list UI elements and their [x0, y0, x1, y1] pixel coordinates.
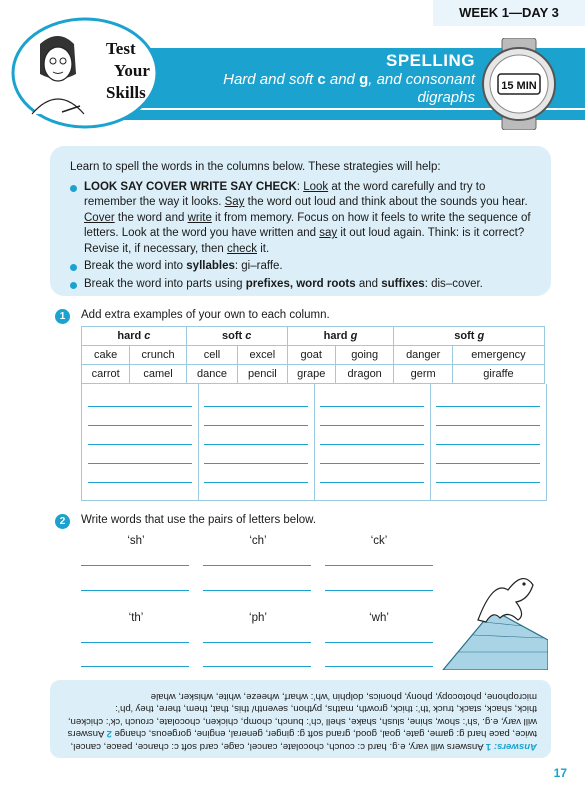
writing-line[interactable] — [203, 666, 311, 667]
writing-line[interactable] — [81, 590, 189, 591]
header-soft-g: soft g — [394, 327, 545, 346]
question-1-text: Add extra examples of your own to each column. — [81, 309, 330, 321]
writing-line[interactable] — [436, 463, 540, 464]
writing-line[interactable] — [436, 425, 540, 426]
writing-line[interactable] — [436, 406, 540, 407]
writing-line[interactable] — [204, 425, 308, 426]
header-hard-c: hard c — [82, 327, 187, 346]
writing-line[interactable] — [320, 482, 424, 483]
table-cell: germ — [394, 365, 453, 384]
writing-line[interactable] — [436, 482, 540, 483]
pair-label: ‘sh’ — [127, 535, 145, 547]
table-cell: grape — [287, 365, 335, 384]
badge-line1: Test — [106, 39, 136, 58]
table-cell: pencil — [238, 365, 287, 384]
strategy-word-parts: Break the word into parts using prefixes, word roots and suffixes: dis–cover. — [70, 277, 535, 293]
table-cell: danger — [394, 346, 453, 365]
writing-line[interactable] — [320, 463, 424, 464]
week-day-tab: WEEK 1—DAY 3 — [433, 0, 585, 26]
writing-line[interactable] — [204, 482, 308, 483]
writing-line[interactable] — [436, 444, 540, 445]
writing-line[interactable] — [325, 642, 433, 643]
page-number: 17 — [553, 766, 567, 780]
writing-line[interactable] — [204, 444, 308, 445]
pair-label: ‘wh’ — [369, 612, 389, 624]
stopwatch-icon — [478, 38, 560, 130]
question-2-text: Write words that use the pairs of letters below. — [81, 514, 317, 526]
writing-line[interactable] — [88, 444, 192, 445]
writing-line[interactable] — [88, 463, 192, 464]
writing-line[interactable] — [325, 590, 433, 591]
writing-line[interactable] — [88, 406, 192, 407]
writing-line[interactable] — [81, 666, 189, 667]
section-title: SPELLING — [385, 51, 475, 70]
question-1-number: 1 — [55, 309, 70, 324]
writing-line[interactable] — [320, 406, 424, 407]
pair-label: ‘ch’ — [249, 535, 267, 547]
pair-label: ‘ck’ — [370, 535, 388, 547]
writing-line[interactable] — [203, 642, 311, 643]
writing-line[interactable] — [320, 425, 424, 426]
test-your-skills-badge — [10, 14, 160, 132]
column-divider — [430, 384, 431, 500]
question-2-number: 2 — [55, 514, 70, 529]
writing-line[interactable] — [320, 444, 424, 445]
section-subtitle: Hard and soft c and g, and consonant digraphs — [223, 71, 475, 106]
strategies-intro: Learn to spell the words in the columns below. These strategies will help: — [70, 161, 441, 173]
writing-line[interactable] — [325, 666, 433, 667]
answers-upside-down-text: Answers: 1 Answers will vary, e.g. hard c: couch, chocolate, cancel, cage, card soft c: chance, peace, cancel, twice, pace hard g: game, gate, goal, good, grand soft g: ginger, general, engine, gorgeous, change 2 Answers will vary, e.g. ‘sh’: show, shine, slush, shake, shell ‘ch’: bunch, chomp, chicken, chocolate, crouch ‘ck’: chicken, thick, shack, stack, truck ‘th’: thick, growth, maths, python, seventh/ this, that, them, there, they ‘ph’: microphone, photocopy, phony, phonics, dolphin ‘wh’: wharf, wheeze, white, whisker, whale — [67, 691, 537, 752]
table-cell: cell — [186, 346, 237, 365]
table-cell: emergency — [452, 346, 544, 365]
writing-line[interactable] — [81, 642, 189, 643]
table-cell: crunch — [130, 346, 186, 365]
table-cell: carrot — [82, 365, 130, 384]
table-cell: camel — [130, 365, 186, 384]
header-hard-g: hard g — [287, 327, 394, 346]
watch-text: 15 MIN — [501, 80, 537, 92]
strategy-syllables: Break the word into syllables: gi–raffe. — [70, 259, 535, 275]
table-row — [82, 346, 545, 365]
pair-label: ‘ph’ — [249, 612, 267, 624]
badge-line3: Skills — [106, 83, 146, 102]
table-row — [82, 365, 545, 384]
strategy-look-say-cover: LOOK SAY COVER WRITE SAY CHECK: Look at the word carefully and try to remember the way it looks. Say the word out loud and think about the sounds you hear. Cover the word and write it from memory. Focus on how it feels to write the sequence of letters. Look at the word you have written and say it out loud again. Think: is it correct? Revise it, if necessary, then check it. — [70, 180, 535, 258]
dragon-castle-illustration — [438, 560, 548, 670]
writing-line[interactable] — [204, 406, 308, 407]
table-cell: cake — [82, 346, 130, 365]
writing-line[interactable] — [203, 590, 311, 591]
table-cell: giraffe — [452, 365, 544, 384]
writing-line[interactable] — [81, 565, 189, 566]
answers-box — [50, 680, 551, 758]
strategies-box — [50, 146, 551, 296]
writing-line[interactable] — [325, 565, 433, 566]
writing-line[interactable] — [88, 425, 192, 426]
table-cell: going — [335, 346, 394, 365]
table-header-row — [82, 327, 545, 346]
table-cell: dance — [186, 365, 237, 384]
spelling-word-table — [81, 326, 545, 384]
writing-line[interactable] — [88, 482, 192, 483]
writing-line[interactable] — [203, 565, 311, 566]
badge-line2: Your — [114, 61, 150, 80]
table-cell: dragon — [335, 365, 394, 384]
pair-label: ‘th’ — [128, 612, 144, 624]
column-divider — [198, 384, 199, 500]
table-write-area[interactable] — [81, 384, 547, 501]
column-divider — [314, 384, 315, 500]
header-soft-c: soft c — [186, 327, 287, 346]
table-cell: goat — [287, 346, 335, 365]
writing-line[interactable] — [204, 463, 308, 464]
table-cell: excel — [238, 346, 287, 365]
